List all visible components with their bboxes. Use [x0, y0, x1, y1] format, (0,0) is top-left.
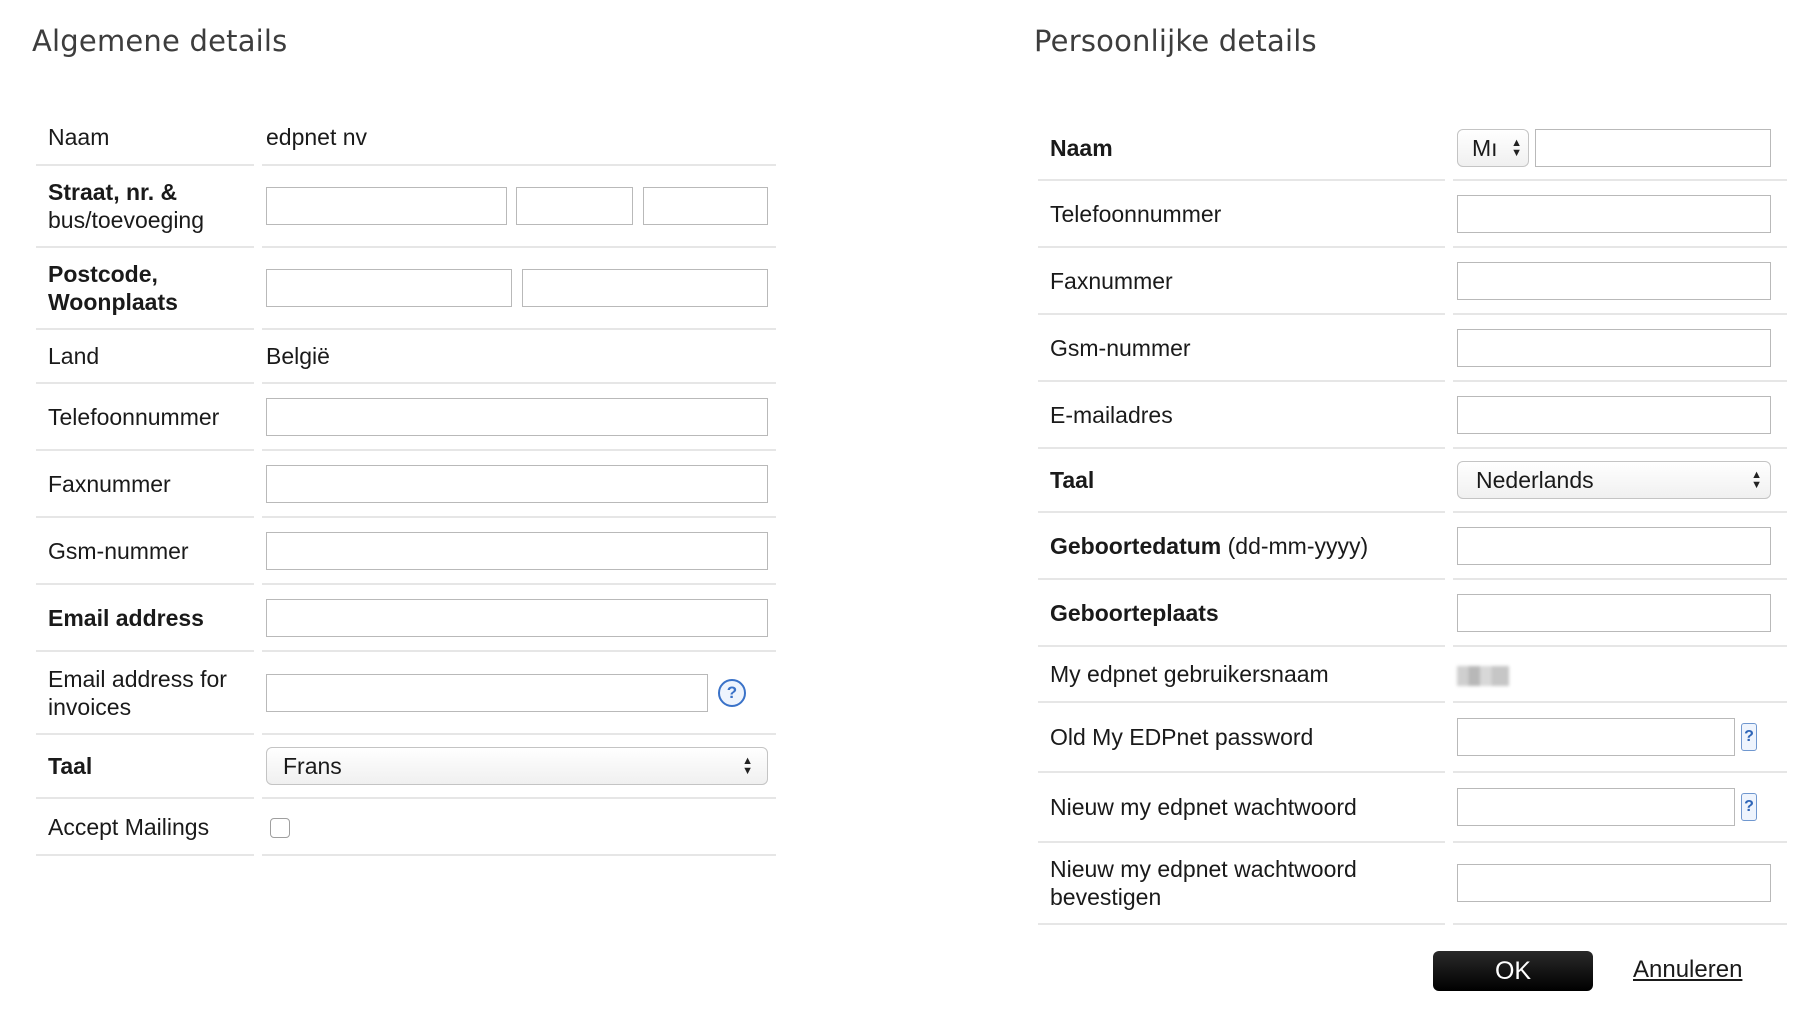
general-details-title: Algemene details [32, 24, 288, 58]
p-name-input[interactable] [1535, 129, 1771, 167]
p-naam-label: Naam [1038, 116, 1445, 181]
mailings-label: Accept Mailings [36, 799, 254, 856]
p-fax-label: Faxnummer [1038, 248, 1445, 315]
updown-arrows-icon: ▲ ▼ [742, 755, 753, 777]
p-gsm-input[interactable] [1457, 329, 1771, 367]
row-p-telefoon [1038, 181, 1787, 248]
ok-button[interactable]: OK [1433, 951, 1593, 991]
city-input[interactable] [522, 269, 768, 307]
help-circle-icon[interactable]: ? [718, 679, 746, 707]
p-taal-select-value: Nederlands [1476, 467, 1594, 493]
taal-label: Taal [36, 735, 254, 799]
land-label: Land [36, 330, 254, 384]
p-gsm-label: Gsm-nummer [1038, 315, 1445, 382]
fax-label: Faxnummer [36, 451, 254, 518]
confirm-password-input[interactable] [1457, 864, 1771, 902]
p-fax-input[interactable] [1457, 262, 1771, 300]
row-new-password [1038, 773, 1787, 843]
old-password-input[interactable] [1457, 718, 1735, 756]
row-land [36, 330, 776, 384]
straat-fields [262, 166, 776, 248]
username-value-redacted [1457, 666, 1509, 686]
row-p-gsm [1038, 315, 1787, 382]
row-p-taal [1038, 449, 1787, 513]
straat-label-rest: bus/toevoeging [48, 207, 205, 233]
email-input[interactable] [266, 599, 768, 637]
fax-input[interactable] [266, 465, 768, 503]
row-p-fax [1038, 248, 1787, 315]
row-fax [36, 451, 776, 518]
house-number-input[interactable] [516, 187, 633, 225]
taal-select[interactable] [266, 747, 768, 785]
straat-label-bold: Straat, nr. & [48, 179, 178, 205]
p-telefoon-label: Telefoonnummer [1038, 181, 1445, 248]
row-confirm-password [1038, 843, 1787, 925]
row-p-email [1038, 382, 1787, 449]
geboortedatum-label-text: Geboortedatum [1050, 532, 1222, 559]
email-label: Email address [36, 585, 254, 652]
row-p-naam [1038, 116, 1787, 181]
row-mailings [36, 799, 776, 856]
naam-label: Naam [36, 110, 254, 166]
salutation-select[interactable] [1457, 129, 1529, 167]
row-taal [36, 735, 776, 799]
geboortedatum-hint: (dd-mm-yyyy) [1227, 532, 1369, 559]
row-naam [36, 110, 776, 166]
row-telefoon [36, 384, 776, 451]
help-square-icon[interactable]: ? [1741, 793, 1757, 821]
p-email-input[interactable] [1457, 396, 1771, 434]
row-geboorteplaats [1038, 580, 1787, 647]
postcode-label-line2: Woonplaats [48, 289, 178, 315]
naam-value: edpnet nv [262, 110, 776, 166]
row-straat [36, 166, 776, 248]
row-username [1038, 647, 1787, 703]
geboortedatum-input[interactable] [1457, 527, 1771, 565]
personal-details-form [1030, 116, 1795, 925]
postcode-fields [262, 248, 776, 330]
postcode-label [36, 248, 254, 330]
box-input[interactable] [643, 187, 768, 225]
gsm-label: Gsm-nummer [36, 518, 254, 585]
help-square-icon[interactable]: ? [1741, 723, 1757, 751]
general-details-form [28, 110, 784, 856]
new-password-label: Nieuw my edpnet wachtwoord [1038, 773, 1445, 843]
updown-arrows-icon: ▲ ▼ [1511, 136, 1522, 159]
telefoon-label: Telefoonnummer [36, 384, 254, 451]
email-invoices-label: Email address for invoices [36, 652, 254, 735]
p-email-label: E-mailadres [1038, 382, 1445, 449]
username-label: My edpnet gebruikersnaam [1038, 647, 1445, 703]
p-taal-label: Taal [1038, 449, 1445, 513]
postcode-label-line1: Postcode, [48, 261, 158, 287]
salutation-value: Mı [1472, 134, 1498, 161]
geboorteplaats-label: Geboorteplaats [1038, 580, 1445, 647]
geboortedatum-label [1038, 513, 1445, 580]
row-email [36, 585, 776, 652]
straat-label [36, 166, 254, 248]
old-password-label: Old My EDPnet password [1038, 703, 1445, 773]
mailings-checkbox[interactable] [270, 818, 290, 838]
row-gsm [36, 518, 776, 585]
p-taal-select[interactable] [1457, 461, 1771, 499]
new-password-input[interactable] [1457, 788, 1735, 826]
p-telefoon-input[interactable] [1457, 195, 1771, 233]
row-geboortedatum [1038, 513, 1787, 580]
updown-arrows-icon: ▲ ▼ [1751, 469, 1762, 491]
land-value: België [262, 330, 776, 384]
telefoon-input[interactable] [266, 398, 768, 436]
taal-select-value: Frans [283, 753, 342, 779]
email-invoices-input[interactable] [266, 674, 708, 712]
row-postcode [36, 248, 776, 330]
row-old-password [1038, 703, 1787, 773]
postcode-input[interactable] [266, 269, 512, 307]
row-email-invoices [36, 652, 776, 735]
geboorteplaats-input[interactable] [1457, 594, 1771, 632]
confirm-password-label: Nieuw my edpnet wachtwoord bevestigen [1038, 843, 1445, 925]
cancel-link[interactable]: Annuleren [1633, 956, 1743, 983]
personal-details-title: Persoonlijke details [1034, 24, 1317, 58]
street-input[interactable] [266, 187, 507, 225]
gsm-input[interactable] [266, 532, 768, 570]
